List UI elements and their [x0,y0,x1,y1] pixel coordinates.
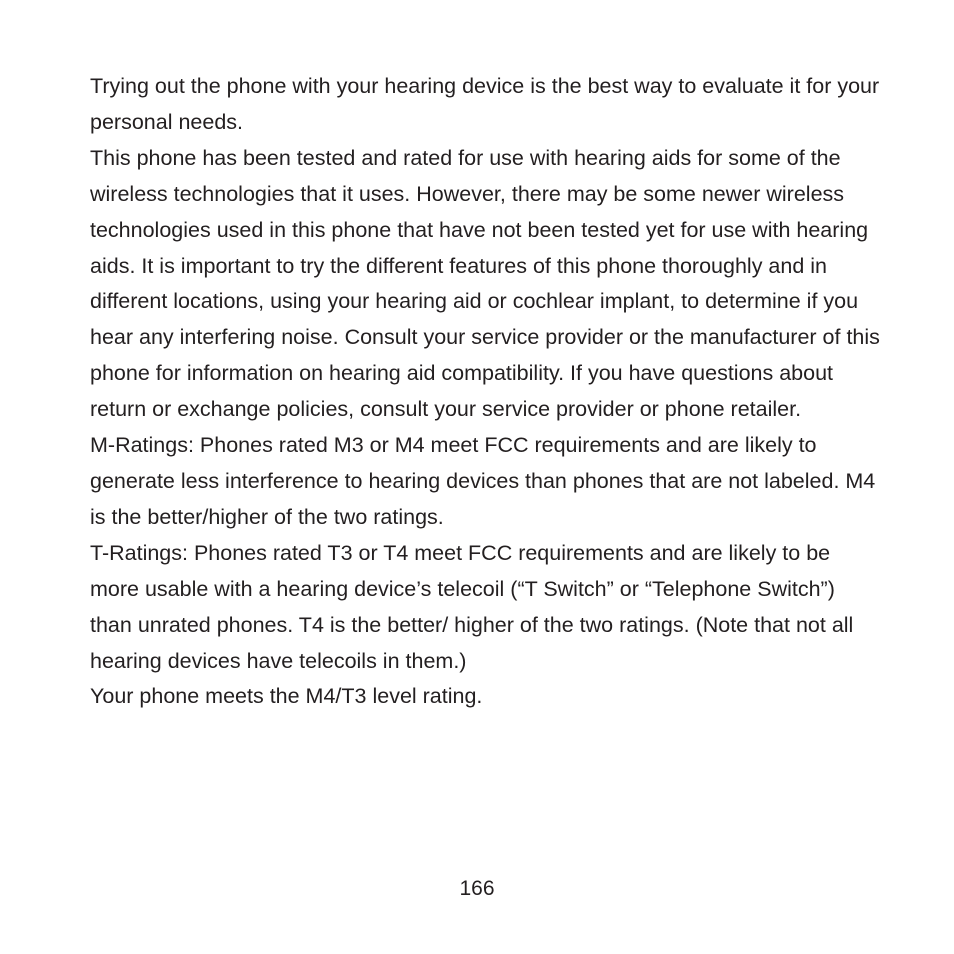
page-number: 166 [459,877,495,900]
paragraph-t-ratings: T-Ratings: Phones rated T3 or T4 meet FCC requirements and are likely to be more usable with a hearing device’s telecoil (“T Switch” or “Telephone Switch”) than unrated phones. T4 is the better/ higher of the two ratings. (Note that not all hearing devices have telecoils in them.) [90,540,854,673]
paragraph-evaluate: Trying out the phone with your hearing device is the best way to evaluate it for your personal needs. [90,74,880,134]
paragraph-tested: This phone has been tested and rated for use with hearing aids for some of the wireless technologies that it uses. However, there may be some newer wireless technologies used in this phone that have not been tested yet for use with hearing aids. It is important to try the different features of this phone thoroughly and in different locations, using your hearing aid or cochlear implant, to determine if you hear any interfering noise. Consult your service provider or the manufacturer of this phone for information on hearing aid compatibility. If you have questions about return or exchange policies, consult your service provider or phone retailer. [90,145,880,422]
page-body [90,69,880,715]
paragraph-level-rating: Your phone meets the M4/T3 level rating. [90,684,483,709]
paragraph-m-ratings: M-Ratings: Phones rated M3 or M4 meet FCC requirements and are likely to generate less interference to hearing devices than phones that are not labeled. M4 is the better/higher of the two ratings. [90,433,876,529]
